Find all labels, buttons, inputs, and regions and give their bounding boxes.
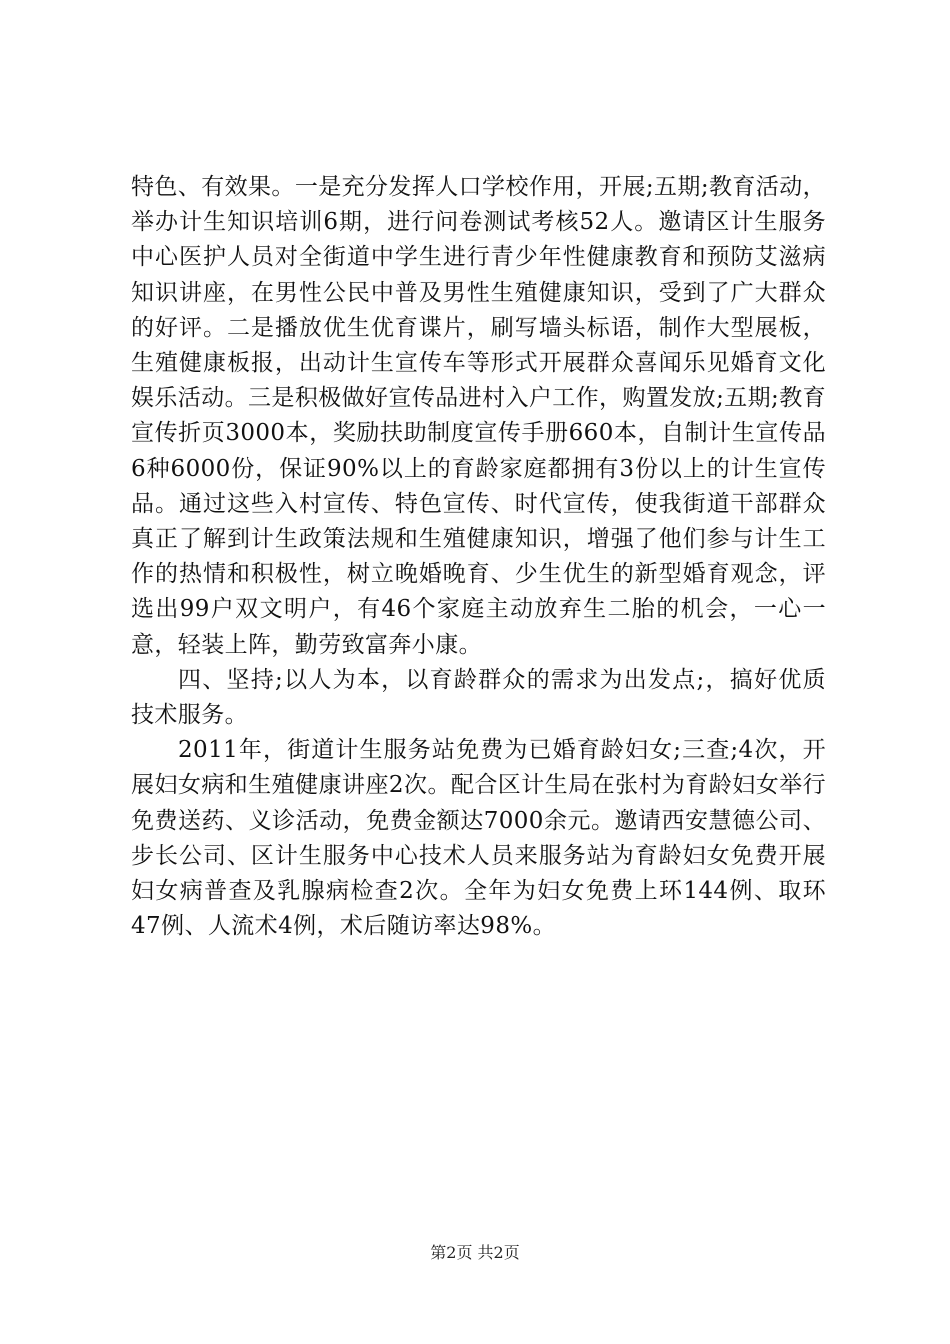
- paragraph-section-four-heading: 四、坚持;以人为本，以育龄群众的需求为出发点;，搞好优质技术服务。: [131, 666, 826, 729]
- document-body: [131, 170, 826, 944]
- page-footer: 第2页 共2页: [430, 1243, 520, 1262]
- paragraph-2011-services: 2011年，街道计生服务站免费为已婚育龄妇女;三查;4次，开展妇女病和生殖健康讲座2次。配合区计生局在张村为育龄妇女举行免费送药、义诊活动，免费金额达7000余元。邀请西安慧德公司、步长公司、区计生服务中心技术人员来服务站为育龄妇女免费开展妇女病普查及乳腺病检查2次。全年为妇女免费上环144例、取环47例、人流术4例，术后随访率达98%。: [131, 737, 826, 940]
- paragraph-continued: 特色、有效果。一是充分发挥人口学校作用，开展;五期;教育活动，举办计生知识培训6期，进行问卷测试考核52人。邀请区计生服务中心医护人员对全街道中学生进行青少年性健康教育和预防艾滋病知识讲座，在男性公民中普及男性生殖健康知识，受到了广大群众的好评。二是播放优生优育谍片，刷写墙头标语，制作大型展板，生殖健康板报，出动计生宣传车等形式开展群众喜闻乐见婚育文化娱乐活动。三是积极做好宣传品进村入户工作，购置发放;五期;教育宣传折页3000本，奖励扶助制度宣传手册660本，自制计生宣传品6种6000份，保证90%以上的育龄家庭都拥有3份以上的计生宣传品。通过这些入村宣传、特色宣传、时代宣传，使我街道干部群众真正了解到计生政策法规和生殖健康知识，增强了他们参与计生工作的热情和积极性，树立晚婚晚育、少生优生的新型婚育观念，评选出99户双文明户，有46个家庭主动放弃生二胎的机会，一心一意，轻装上阵，勤劳致富奔小康。: [131, 174, 826, 658]
